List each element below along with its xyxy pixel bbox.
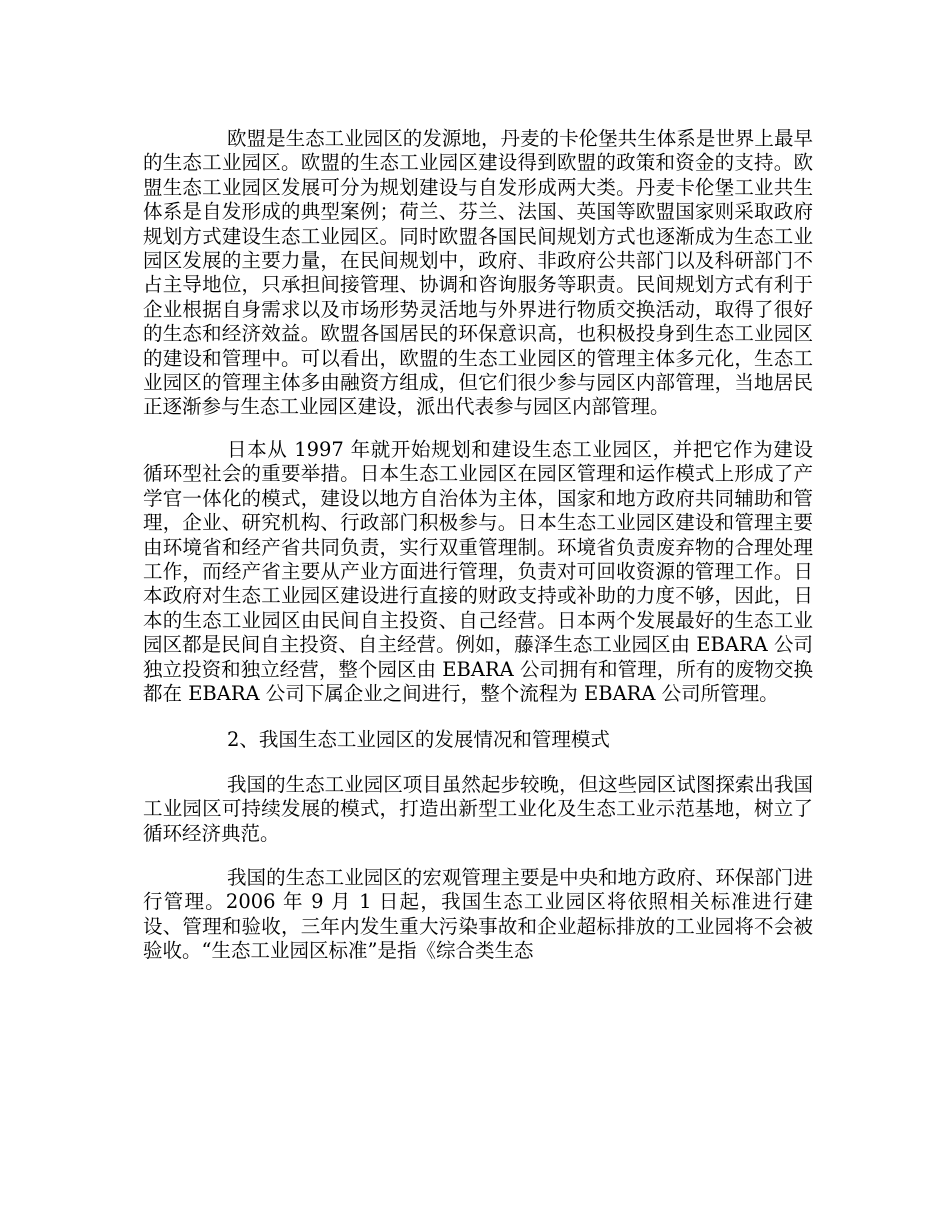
paragraph-eu-eco-parks: 欧盟是生态工业园区的发源地，丹麦的卡伦堡共生体系是世界上最早的生态工业园区。欧盟的生态工业园区建设得到欧盟的政策和资金的支持。欧盟生态工业园区发展可分为规划建设与自发形成两大类。丹麦卡伦堡工业共生体系是自发形成的典型案例；荷兰、芬兰、法国、英国等欧盟国家则采取政府规划方式建设生态工业园区。同时欧盟各国民间规划方式也逐渐成为生态工业园区发展的主要力量，在民间规划中，政府、非政府公共部门以及科研部门不占主导地位，只承担间接管理、协调和咨询服务等职责。民间规划方式有利于企业根据自身需求以及市场形势灵活地与外界进行物质交换活动，取得了很好的生态和经济效益。欧盟各国居民的环保意识高，也积极投身到生态工业园区的建设和管理中。可以看出，欧盟的生态工业园区的管理主体多元化，生态工业园区的管理主体多由融资方组成，但它们很少参与园区内部管理，当地居民正逐渐参与生态工业园区建设，派出代表参与园区内部管理。: [143, 127, 813, 419]
paragraph-japan-eco-parks: 日本从 1997 年就开始规划和建设生态工业园区，并把它作为建设循环型社会的重要举措。日本生态工业园区在园区管理和运作模式上形成了产学官一体化的模式，建设以地方自治体为主体，国家和地方政府共同辅助和管理，企业、研究机构、行政部门积极参与。日本生态工业园区建设和管理主要由环境省和经产省共同负责，实行双重管理制。环境省负责废弃物的合理处理工作，而经产省主要从产业方面进行管理，负责对可回收资源的管理工作。日本政府对生态工业园区建设进行直接的财政支持或补助的力度不够，因此，日本的生态工业园区由民间自主投资、自己经营。日本两个发展最好的生态工业园区都是民间自主投资、自主经营。例如，藤泽生态工业园区由 EBARA 公司独立投资和独立经营，整个园区由 EBARA 公司拥有和管理，所有的废物交换都在 EBARA 公司下属企业之间进行，整个流程为 EBARA 公司所管理。: [143, 437, 813, 705]
paragraph-china-management: 我国的生态工业园区的宏观管理主要是中央和地方政府、环保部门进行管理。2006 年 9 月 1 日起，我国生态工业园区将依照相关标准进行建设、管理和验收，三年内发生重大污染事故和企业超标排放的工业园将不会被验收。“生态工业园区标准”是指《综合类生态: [143, 865, 813, 963]
document-page: [143, 127, 813, 984]
section-heading-china: 2、我国生态工业园区的发展情况和管理模式: [227, 728, 610, 752]
paragraph-china-intro: 我国的生态工业园区项目虽然起步较晚，但这些园区试图探索出我国工业园区可持续发展的模式，打造出新型工业化及生态工业示范基地，树立了循环经济典范。: [143, 772, 813, 845]
